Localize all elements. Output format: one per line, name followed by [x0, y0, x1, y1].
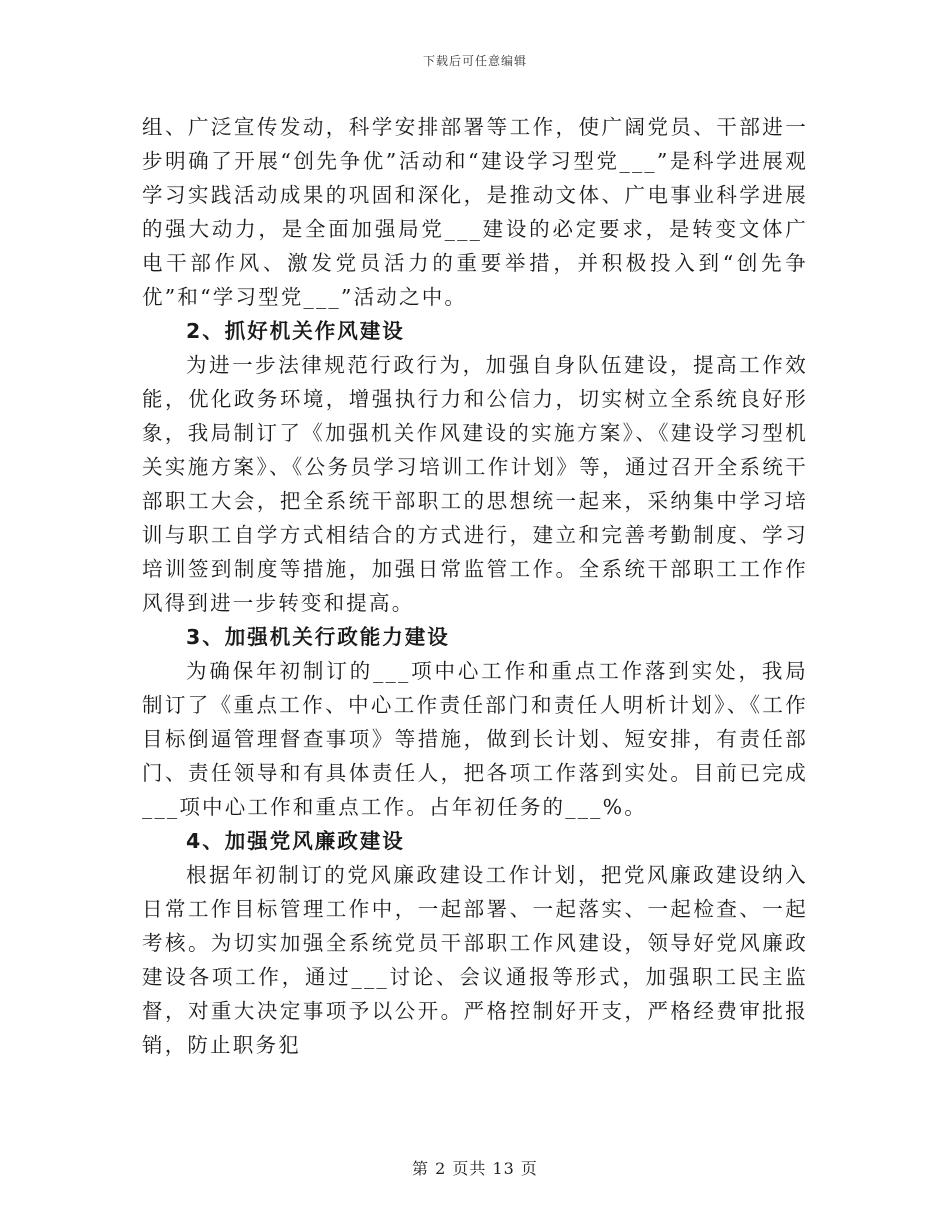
- paragraph-1: 组、广泛宣传发动，科学安排部署等工作，使广阔党员、干部进一步明确了开展“创先争优”活动和“建设学习型党___”是科学进展观学习实践活动成果的巩固和深化，是推动文体、广电事业科学进展的强大动力，是全面加强局党___建设的必定要求，是转变文体广电干部作风、激发党员活力的重要举措，并积极投入到“创先争优”和“学习型党___”活动之中。: [142, 115, 808, 309]
- page-footer: 第 2 页共 13 页: [412, 1159, 538, 1178]
- document-body: [142, 110, 808, 1062]
- section-heading-2: 2、抓好机关作风建设: [186, 319, 405, 343]
- section-heading-3: 3、加强机关行政能力建设: [186, 625, 450, 649]
- page-header: 下载后可任意编辑: [422, 54, 527, 68]
- paragraph-2: 为进一步法律规范行政行为，加强自身队伍建设，提高工作效能，优化政务环境，增强执行力和公信力，切实树立全系统良好形象，我局制订了《加强机关作风建设的实施方案》、《建设学习型机关实施方案》、《公务员学习培训工作计划》等，通过召开全系统干部职工大会，把全系统干部职工的思想统一起来，采纳集中学习培训与职工自学方式相结合的方式进行，建立和完善考勤制度、学习培训签到制度等措施，加强日常监管工作。全系统干部职工工作作风得到进一步转变和提高。: [142, 353, 808, 615]
- paragraph-3: 为确保年初制订的___项中心工作和重点工作落到实处，我局制订了《重点工作、中心工作责任部门和责任人明析计划》、《工作目标倒逼管理督查事项》等措施，做到长计划、短安排，有责任部门、责任领导和有具体责任人，把各项工作落到实处。目前已完成___项中心工作和重点工作。占年初任务的___%。: [142, 659, 808, 819]
- section-heading-4: 4、加强党风廉政建设: [186, 829, 405, 853]
- paragraph-4: 根据年初制订的党风廉政建设工作计划，把党风廉政建设纳入日常工作目标管理工作中，一起部署、一起落实、一起检查、一起考核。为切实加强全系统党员干部职工作风建设，领导好党风廉政建设各项工作，通过___讨论、会议通报等形式，加强职工民主监督，对重大决定事项予以公开。严格控制好开支，严格经费审批报销，防止职务犯: [142, 863, 808, 1057]
